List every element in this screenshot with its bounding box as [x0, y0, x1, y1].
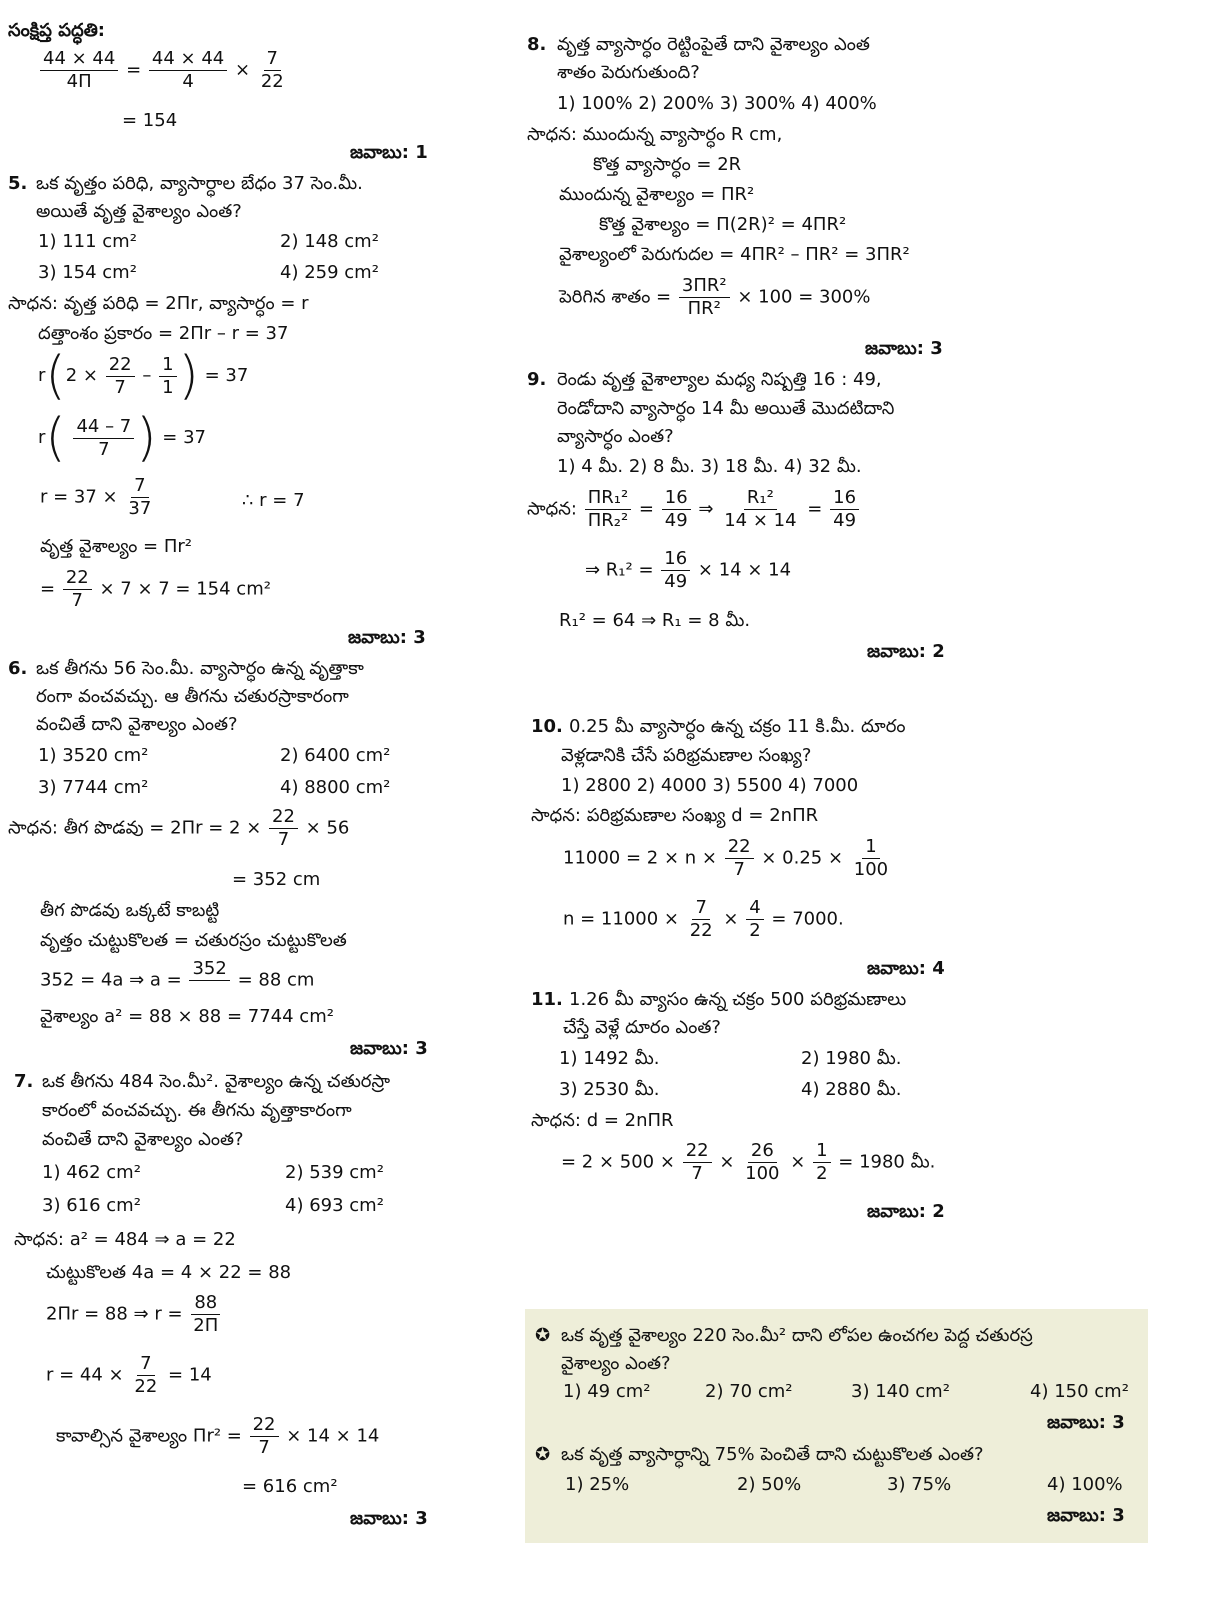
option: 3) 140 cm²	[851, 1381, 950, 1402]
answer-label: జవాబు: 2	[867, 641, 945, 662]
question-text: రెండోదాని వ్యాసార్ధం 14 మీ అయితే మొదటిదాని	[557, 398, 895, 419]
option: 2) 539 cm²	[285, 1162, 384, 1183]
solution-line: సాధన: d = 2nΠR	[531, 1110, 674, 1131]
solution-formula: 11000 = 2 × n × $\frac{22}{7}$ × 0.25 × $\frac{1}{100}$	[563, 836, 893, 881]
practice-box	[525, 1309, 1148, 1543]
fraction: $\frac{22}{7}$	[250, 1414, 279, 1459]
fraction: $\frac{7}{22}$	[689, 897, 713, 941]
question-text: 0.25 మీ వ్యాసార్ధం ఉన్న చక్రం 11 కి.మీ. దూరం	[569, 716, 906, 737]
answer-label: జవాబు: 3	[1047, 1412, 1125, 1433]
solution-formula: సాధన: $\frac{\text{ΠR₁²}}{\text{ΠR₂²}}$ = $\frac{16}{49}$ ⇒ $\frac{\text{R₁²}}{14 \times 14}$ = $\frac{16}{49}$	[527, 487, 861, 532]
fraction: $\frac{22}{7}$	[683, 1140, 712, 1185]
solution-line: సాధన: పరిభ్రమణాల సంఖ్య d = 2nΠR	[531, 805, 819, 826]
solution-formula: 2Πr = 88 ⇒ r = $\frac{88}{2\Pi}$	[46, 1292, 223, 1337]
option: 2) 1980 మీ.	[801, 1048, 902, 1069]
answer-label: జవాబు: 4	[867, 958, 945, 979]
question-text: ఒక వృత్త వ్యాసార్ధాన్ని 75% పెంచితే దాని చుట్టుకొలత ఎంత?	[561, 1444, 984, 1465]
short-method-title: సంక్షిప్త పద్ధతి:	[8, 20, 106, 41]
fraction: $\frac{\text{ΠR₁²}}{\text{ΠR₂²}}$	[585, 487, 631, 532]
question-text: ఒక తీగను 56 సెం.మీ. వ్యాసార్ధం ఉన్న వృత్తాకా	[36, 658, 364, 679]
fraction: $\frac{22}{7}$	[63, 567, 92, 612]
solution-line: చుట్టుకొలత 4a = 4 × 22 = 88	[46, 1262, 292, 1283]
solution-line: దత్తాంశం ప్రకారం = 2Πr – r = 37	[38, 323, 289, 344]
option: 1) 462 cm²	[42, 1162, 141, 1183]
question-text: వెళ్లడానికి చేసే పరిభ్రమణాల సంఖ్య?	[561, 745, 812, 766]
solution-formula: r(2 × $\frac{22}{7}$ – $\frac{1}{1}$ ) = 37	[38, 346, 249, 406]
fraction: $\frac{88}{2\Pi}$	[193, 1292, 219, 1336]
option: 2) 50%	[737, 1474, 802, 1495]
options-row: 1) 2800 2) 4000 3) 5500 4) 7000	[561, 775, 859, 796]
solution-formula: = 2 × 500 × $\frac{22}{7}$ × $\frac{26}{100}$ × $\frac{1}{2}$ = 1980 మీ.	[561, 1140, 936, 1184]
solution-formula: r = 37 × $\frac{7}{37}$	[40, 475, 156, 520]
solution-line: వైశాల్యం a² = 88 × 88 = 7744 cm²	[40, 1006, 334, 1027]
solution-formula: r = 44 × $\frac{7}{22}$ = 14	[46, 1353, 212, 1397]
solution-formula: r( $\frac{44 - 7}{7}$ ) = 37	[38, 408, 206, 468]
fraction: $\frac{7}{22}$	[260, 48, 284, 92]
fraction: $\frac{\text{3ΠR²}}{\text{ΠR²}}$	[679, 275, 730, 320]
fraction: $\frac{1}{1}$	[159, 354, 176, 399]
question-text: వ్యాసార్ధం ఎంత?	[557, 426, 674, 447]
fraction: $\frac{16}{49}$	[830, 487, 859, 532]
option: 3) 154 cm²	[38, 262, 137, 283]
fraction: $\frac{26}{100}$	[745, 1140, 780, 1184]
solution-line: సాధన: వృత్త పరిధి = 2Πr, వ్యాసార్ధం = r	[8, 293, 309, 314]
solution-line: సాధన: a² = 484 ⇒ a = 22	[14, 1229, 236, 1250]
option: 3) 75%	[887, 1474, 952, 1495]
question-text: ఒక వృత్త వైశాల్యం 220 సెం.మీ² దాని లోపల ఉంచగల పెద్ద చతురస్ర	[561, 1325, 1033, 1346]
fraction: $\frac{352}{4}$	[189, 958, 229, 1003]
option: 4) 259 cm²	[280, 262, 379, 283]
question-number: 5.	[8, 173, 28, 194]
question-text: వృత్త వ్యాసార్ధం రెట్టింపైతే దాని వైశాల్యం ఎంత	[557, 34, 870, 55]
option: 3) 616 cm²	[42, 1195, 141, 1216]
short-method-formula: $\frac{44 \times 44}{4\Pi}$ = $\frac{44 \times 44}{4}$ × $\frac{7}{22}$	[38, 48, 289, 93]
option: 3) 7744 cm²	[38, 777, 149, 798]
fraction: $\frac{44 - 7}{7}$	[73, 416, 134, 461]
solution-line: వైశాల్యంలో పెరుగుదల = 4ΠR² – ΠR² = 3ΠR²	[559, 244, 910, 265]
option: 4) 150 cm²	[1030, 1381, 1129, 1402]
option: 4) 100%	[1047, 1474, 1123, 1495]
solution-formula: సాధన: తీగ పొడవు = 2Πr = 2 × $\frac{22}{7}$ × 56	[8, 806, 350, 850]
option: 4) 2880 మీ.	[801, 1079, 902, 1100]
question-number: 10.	[531, 716, 563, 737]
star-icon: ✪	[535, 1325, 551, 1346]
options-row: 1) 100% 2) 200% 3) 300% 4) 400%	[557, 93, 877, 114]
fraction: $\frac{44 \times 44}{4}$	[149, 48, 227, 93]
solution-formula: 352 = 4a ⇒ a = $\frac{352}{4}$ = 88 cm	[40, 958, 315, 1002]
fraction: $\frac{7}{22}$	[134, 1353, 158, 1397]
answer-label: జవాబు: 3	[350, 1508, 428, 1529]
solution-line: వృత్త వైశాల్యం = Πr²	[40, 536, 192, 557]
option: 4) 693 cm²	[285, 1195, 384, 1216]
solution-line: కొత్త వ్యాసార్ధం = 2R	[593, 154, 742, 175]
fraction: $\frac{1}{2}$	[813, 1140, 830, 1185]
short-method-result: = 154	[122, 110, 178, 131]
question-text: 1.26 మీ వ్యాసం ఉన్న చక్రం 500 పరిభ్రమణాలు	[569, 989, 907, 1010]
question-number: 11.	[531, 989, 563, 1010]
answer-label: జవాబు: 3	[350, 1038, 428, 1059]
question-text: శాతం పెరుగుతుంది?	[557, 62, 700, 83]
fraction: $\frac{44 \times 44}{4\Pi}$	[40, 48, 118, 93]
option: 1) 1492 మీ.	[559, 1048, 660, 1069]
solution-line: సాధన: ముందున్న వ్యాసార్ధం R cm,	[527, 124, 783, 145]
question-text: రంగా వంచవచ్చు. ఆ తీగను చతురస్రాకారంగా	[36, 686, 349, 707]
fraction: $\frac{\text{R₁²}}{14 \times 14}$	[724, 487, 797, 531]
option: 1) 111 cm²	[38, 231, 137, 252]
answer-label: జవాబు: 3	[865, 338, 943, 359]
option: 2) 148 cm²	[280, 231, 379, 252]
fraction: $\frac{1}{100}$	[853, 836, 889, 880]
fraction: $\frac{22}{7}$	[106, 354, 135, 399]
solution-formula: n = 11000 × $\frac{7}{22}$ × $\frac{4}{2}$ = 7000.	[563, 897, 844, 941]
solution-line: వృత్తం చుట్టుకొలత = చతురస్రం చుట్టుకొలత	[40, 930, 347, 951]
question-text: కారంలో వంచవచ్చు. ఈ తీగను వృత్తాకారంగా	[42, 1100, 352, 1121]
solution-formula: ⇒ R₁² = $\frac{16}{49}$ × 14 × 14	[585, 548, 792, 592]
question-text: వంచితే దాని వైశాల్యం ఎంత?	[42, 1129, 244, 1150]
solution-formula: = $\frac{22}{7}$ × 7 × 7 = 154 cm²	[40, 567, 271, 611]
option: 2) 6400 cm²	[280, 745, 391, 766]
solution-line: ముందున్న వైశాల్యం = ΠR²	[559, 184, 755, 205]
question-number: 9.	[527, 369, 547, 390]
question-number: 7.	[14, 1071, 34, 1092]
question-text: ఒక వృత్తం పరిధి, వ్యాసార్ధాల బేధం 37 సెం.మీ.	[36, 173, 363, 194]
answer-label: జవాబు: 3	[348, 627, 426, 648]
question-text: అయితే వృత్త వైశాల్యం ఎంత?	[36, 201, 242, 222]
fraction: $\frac{16}{49}$	[662, 487, 691, 532]
options-row: 1) 4 మీ. 2) 8 మీ. 3) 18 మీ. 4) 32 మీ.	[557, 456, 862, 477]
fraction: $\frac{7}{37}$	[128, 475, 152, 519]
solution-line: = 352 cm	[232, 869, 321, 890]
question-number: 6.	[8, 658, 28, 679]
solution-line: R₁² = 64 ⇒ R₁ = 8 మీ.	[559, 610, 751, 631]
fraction: $\frac{22}{7}$	[725, 836, 754, 881]
answer-label: జవాబు: 1	[350, 142, 428, 163]
solution-formula: కావాల్సిన వైశాల్యం Πr² = $\frac{22}{7}$ × 14 × 14	[56, 1414, 380, 1458]
option: 4) 8800 cm²	[280, 777, 391, 798]
question-text: చేస్తే వెళ్లే దూరం ఎంత?	[563, 1017, 721, 1038]
solution-line: = 616 cm²	[242, 1476, 338, 1497]
option: 1) 3520 cm²	[38, 745, 149, 766]
solution-line: ∴ r = 7	[242, 490, 305, 511]
option: 2) 70 cm²	[705, 1381, 793, 1402]
option: 1) 49 cm²	[563, 1381, 651, 1402]
fraction: $\frac{16}{49}$	[661, 548, 690, 593]
option: 1) 25%	[565, 1474, 630, 1495]
fraction: $\frac{22}{7}$	[269, 806, 298, 851]
question-text: వైశాల్యం ఎంత?	[561, 1353, 671, 1374]
fraction: $\frac{4}{2}$	[746, 897, 763, 942]
question-text: వంచితే దాని వైశాల్యం ఎంత?	[36, 714, 238, 735]
question-number: 8.	[527, 34, 547, 55]
solution-line: తీగ పొడవు ఒక్కటే కాబట్టి	[40, 900, 220, 921]
question-text: ఒక తీగను 484 సెం.మీ². వైశాల్యం ఉన్న చతురస్రా	[42, 1071, 391, 1092]
answer-label: జవాబు: 2	[867, 1201, 945, 1222]
solution-line: కొత్త వైశాల్యం = Π(2R)² = 4ΠR²	[599, 214, 847, 235]
option: 3) 2530 మీ.	[559, 1079, 660, 1100]
solution-formula: పెరిగిన శాతం = $\frac{\text{3ΠR²}}{\text{ΠR²}}$ × 100 = 300%	[559, 275, 871, 319]
question-text: రెండు వృత్త వైశాల్యాల మధ్య నిష్పత్తి 16 : 49,	[557, 369, 882, 390]
answer-label: జవాబు: 3	[1047, 1505, 1125, 1526]
star-icon: ✪	[535, 1444, 551, 1465]
